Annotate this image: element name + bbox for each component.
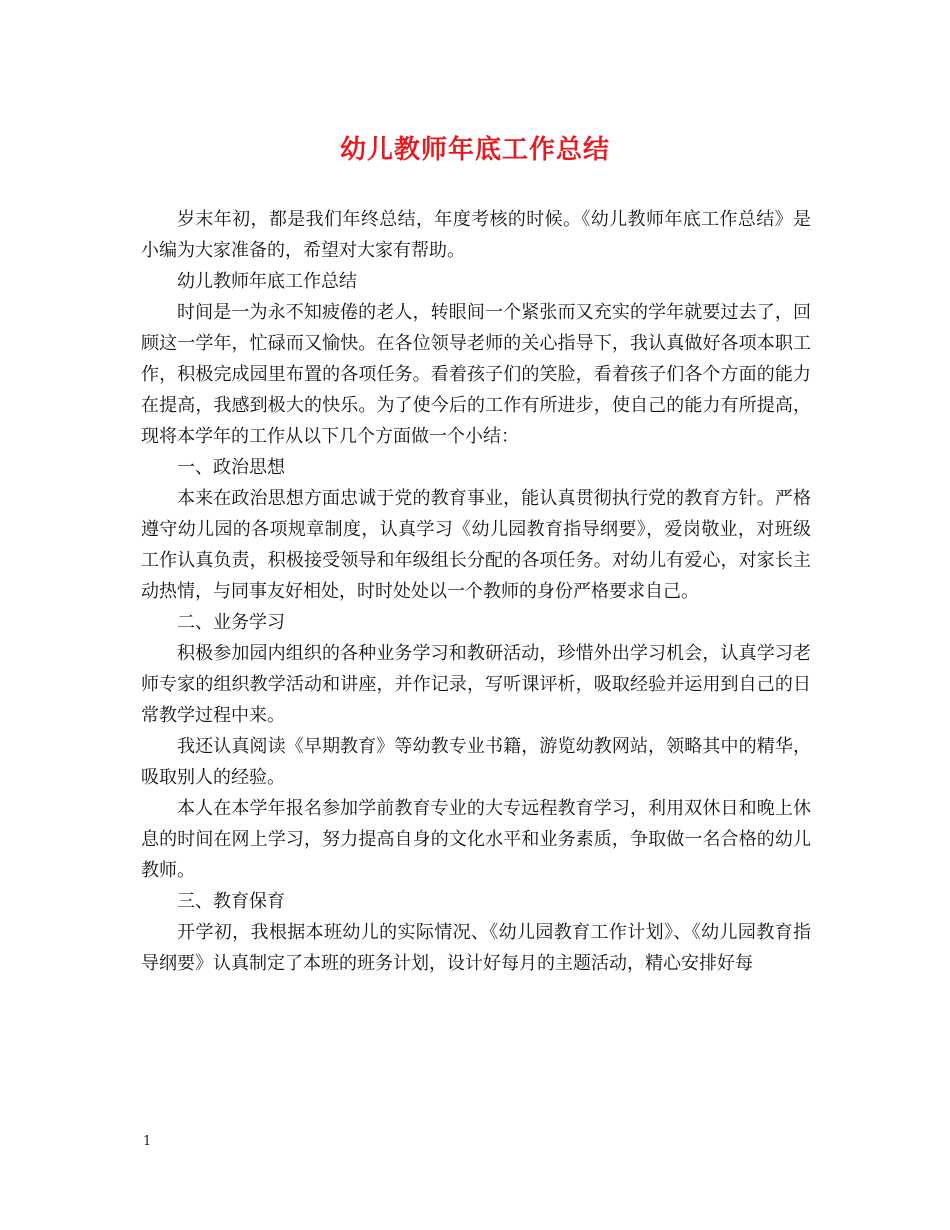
- paragraph-opening: 时间是一为永不知疲倦的老人，转眼间一个紧张而又充实的学年就要过去了，回顾这一学年，忙碌而又愉快。在各位领导老师的关心指导下，我认真做好各项本职工作，积极完成园里布置的各项任务。看着孩子们的笑脸，看着孩子们各个方面的能力在提高，我感到极大的快乐。为了使今后的工作有所进步，使自己的能力有所提高，现将本学年的工作从以下几个方面做一个小结：: [141, 302, 811, 447]
- section-heading-politics: 一、政治思想: [177, 457, 285, 478]
- document-title: 幼儿教师年底工作总结: [339, 135, 610, 165]
- page-number: 1: [143, 1134, 152, 1149]
- paragraph-study-2: 我还认真阅读《早期教育》等幼教专业书籍，游览幼教网站，领略其中的精华，吸取别人的经验。: [141, 736, 811, 788]
- paragraph-study-3: 本人在本学年报名参加学前教育专业的大专远程教育学习，利用双休日和晚上休息的时间在网上学习，努力提高自身的文化水平和业务素质，争取做一名合格的幼儿教师。: [141, 798, 811, 881]
- paragraph-education: 开学初，我根据本班幼儿的实际情况、《幼儿园教育工作计划》、《幼儿园教育指导纲要》认真制定了本班的班务计划，设计好每月的主题活动，精心安排好每: [141, 922, 811, 974]
- section-heading-education: 三、教育保育: [177, 891, 285, 912]
- paragraph-subtitle: 幼儿教师年底工作总结: [177, 271, 357, 292]
- section-heading-study: 二、业务学习: [177, 612, 285, 633]
- document-body: [141, 204, 811, 979]
- paragraph-intro: 岁末年初，都是我们年终总结，年度考核的时候。《幼儿教师年底工作总结》是小编为大家准备的，希望对大家有帮助。: [141, 209, 811, 261]
- paragraph-study-1: 积极参加园内组织的各种业务学习和教研活动，珍惜外出学习机会，认真学习老师专家的组织教学活动和讲座，并作记录，写听课评析，吸取经验并运用到自己的日常教学过程中来。: [141, 643, 811, 726]
- paragraph-politics: 本来在政治思想方面忠诚于党的教育事业，能认真贯彻执行党的教育方针。严格遵守幼儿园的各项规章制度，认真学习《幼儿园教育指导纲要》，爱岗敬业，对班级工作认真负责，积极接受领导和年级组长分配的各项任务。对幼儿有爱心，对家长主动热情，与同事友好相处，时时处处以一个教师的身份严格要求自己。: [141, 488, 811, 602]
